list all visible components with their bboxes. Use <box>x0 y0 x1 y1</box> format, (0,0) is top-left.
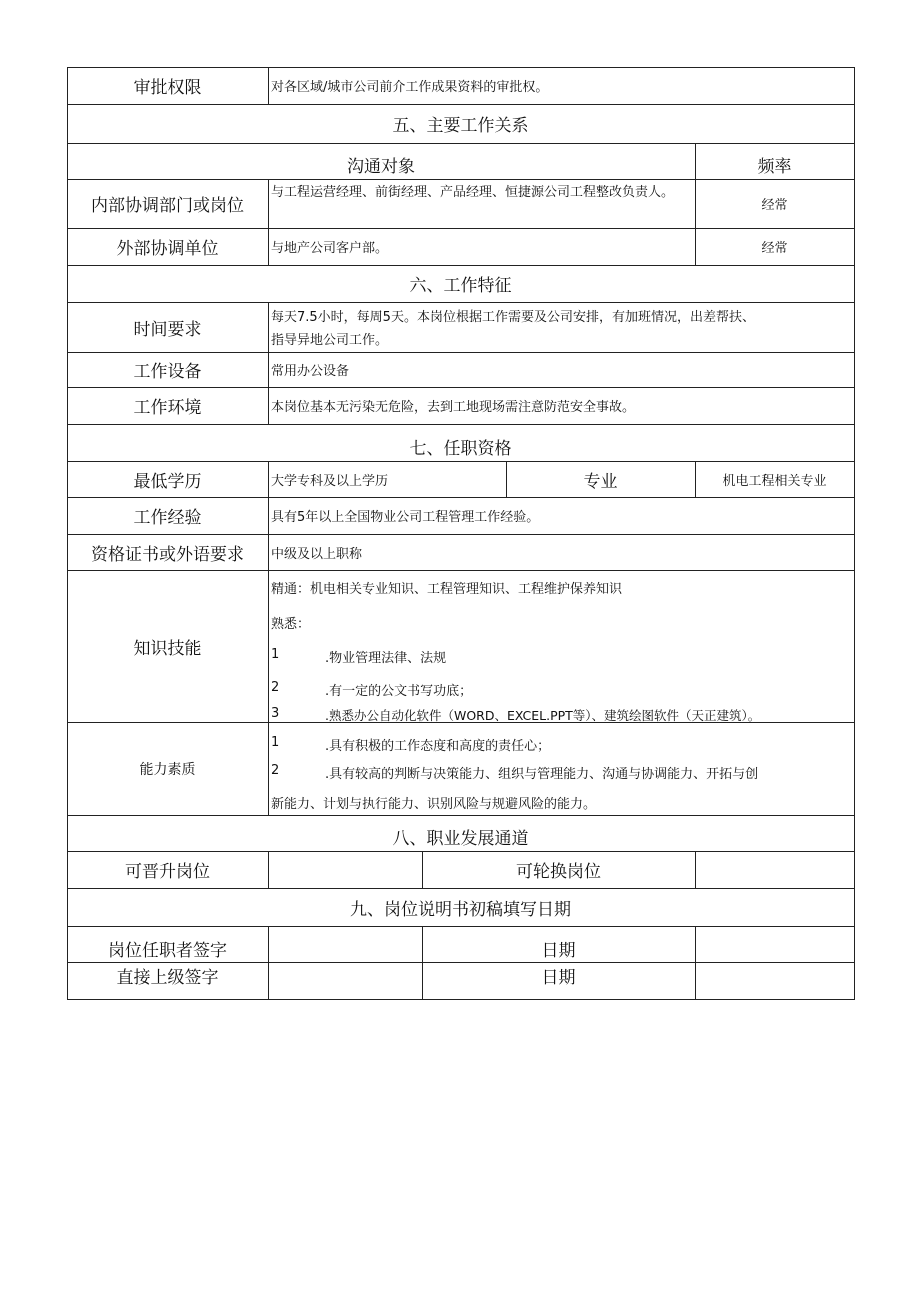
approval-label: 审批权限 <box>133 78 202 98</box>
internal-freq: 经常 <box>761 198 788 213</box>
sign-supervisor-label: 直接上级签字 <box>116 967 219 988</box>
knowledge-familiar: 熟悉： <box>271 617 311 632</box>
environment-label: 工作环境 <box>133 398 202 418</box>
ability-item-number: 2 <box>271 763 280 778</box>
time-line-1: 每天7.5小时，每周5天。本岗位根据工作需要及公司安排，有加班情况，出差帮扶、 <box>271 310 755 325</box>
equipment-label: 工作设备 <box>133 362 202 382</box>
sign-supervisor-date-value[interactable] <box>695 962 854 999</box>
comm-freq-header: 频率 <box>757 157 792 177</box>
knowledge-label: 知识技能 <box>133 638 202 659</box>
sign-holder-date-value[interactable] <box>695 926 854 962</box>
time-line-2: 指导异地公司工作。 <box>271 333 389 348</box>
environment-value: 本岗位基本无污染无危险，去到工地现场需注意防范安全事故。 <box>271 400 636 415</box>
section-title-date: 九、岗位说明书初稿填写日期 <box>350 899 571 920</box>
promote-value[interactable] <box>268 851 422 888</box>
knowledge-item-text: .有一定的公文书写功底； <box>325 684 473 699</box>
education-value: 大学专科及以上学历 <box>271 473 389 489</box>
major-value: 机电工程相关专业 <box>722 473 827 489</box>
knowledge-item-text: .物业管理法律、法规 <box>325 651 447 666</box>
rotate-label: 可轮换岗位 <box>516 862 601 882</box>
section-title-features: 六、工作特征 <box>409 276 512 296</box>
rotate-value[interactable] <box>695 851 854 888</box>
ability-label: 能力素质 <box>139 761 196 778</box>
education-label: 最低学历 <box>133 471 202 492</box>
sign-supervisor-value[interactable] <box>268 962 422 999</box>
knowledge-item-text: .熟悉办公自动化软件（WORD、EXCEL.PPT等）、建筑绘图软件（天正建筑）。 <box>325 708 761 723</box>
approval-value: 对各区域/城市公司前介工作成果资料的审批权。 <box>271 80 549 95</box>
table-border-bottom <box>67 999 855 1000</box>
knowledge-item-number: 3 <box>271 706 280 721</box>
knowledge-item-number: 2 <box>271 680 280 695</box>
sign-holder-date-label: 日期 <box>541 940 576 961</box>
sign-supervisor-date-label: 日期 <box>541 967 576 988</box>
sign-holder-value[interactable] <box>268 926 422 962</box>
promote-label: 可晋升岗位 <box>125 862 210 882</box>
row-divider <box>67 424 855 425</box>
equipment-value: 常用办公设备 <box>271 364 350 379</box>
section-title-relations: 五、主要工作关系 <box>392 116 529 136</box>
ability-item-text: .具有较高的判断与决策能力、组织与管理能力、沟通与协调能力、开拓与创 <box>325 767 759 782</box>
experience-value: 具有5年以上全国物业公司工程管理工作经验。 <box>271 510 540 525</box>
comm-target-header: 沟通对象 <box>347 157 415 177</box>
experience-label: 工作经验 <box>133 508 202 528</box>
major-label: 专业 <box>583 471 618 492</box>
time-label: 时间要求 <box>133 319 202 340</box>
knowledge-proficient: 精通：机电相关专业知识、工程管理知识、工程维护保养知识 <box>271 582 623 597</box>
ability-item-number: 1 <box>271 735 280 750</box>
internal-label: 内部协调部门或岗位 <box>91 196 244 216</box>
row-divider <box>67 815 855 816</box>
external-freq: 经常 <box>761 241 788 256</box>
certificate-label: 资格证书或外语要求 <box>91 544 244 565</box>
internal-value: 与工程运营经理、前街经理、产品经理、恒捷源公司工程整改负责人。 <box>271 185 675 200</box>
certificate-value: 中级及以上职称 <box>271 546 363 562</box>
external-value: 与地产公司客户部。 <box>271 241 389 256</box>
section-title-qualifications: 七、任职资格 <box>409 438 512 459</box>
section-title-career: 八、职业发展通道 <box>392 829 529 849</box>
knowledge-item-number: 1 <box>271 647 280 662</box>
ability-item-text: .具有积极的工作态度和高度的责任心； <box>325 739 551 754</box>
sign-holder-label: 岗位任职者签字 <box>108 940 227 961</box>
table-border-right <box>854 67 855 999</box>
external-label: 外部协调单位 <box>116 239 219 259</box>
ability-continuation: 新能力、计划与执行能力、识别风险与规避风险的能力。 <box>271 797 597 812</box>
row-divider <box>67 143 855 144</box>
